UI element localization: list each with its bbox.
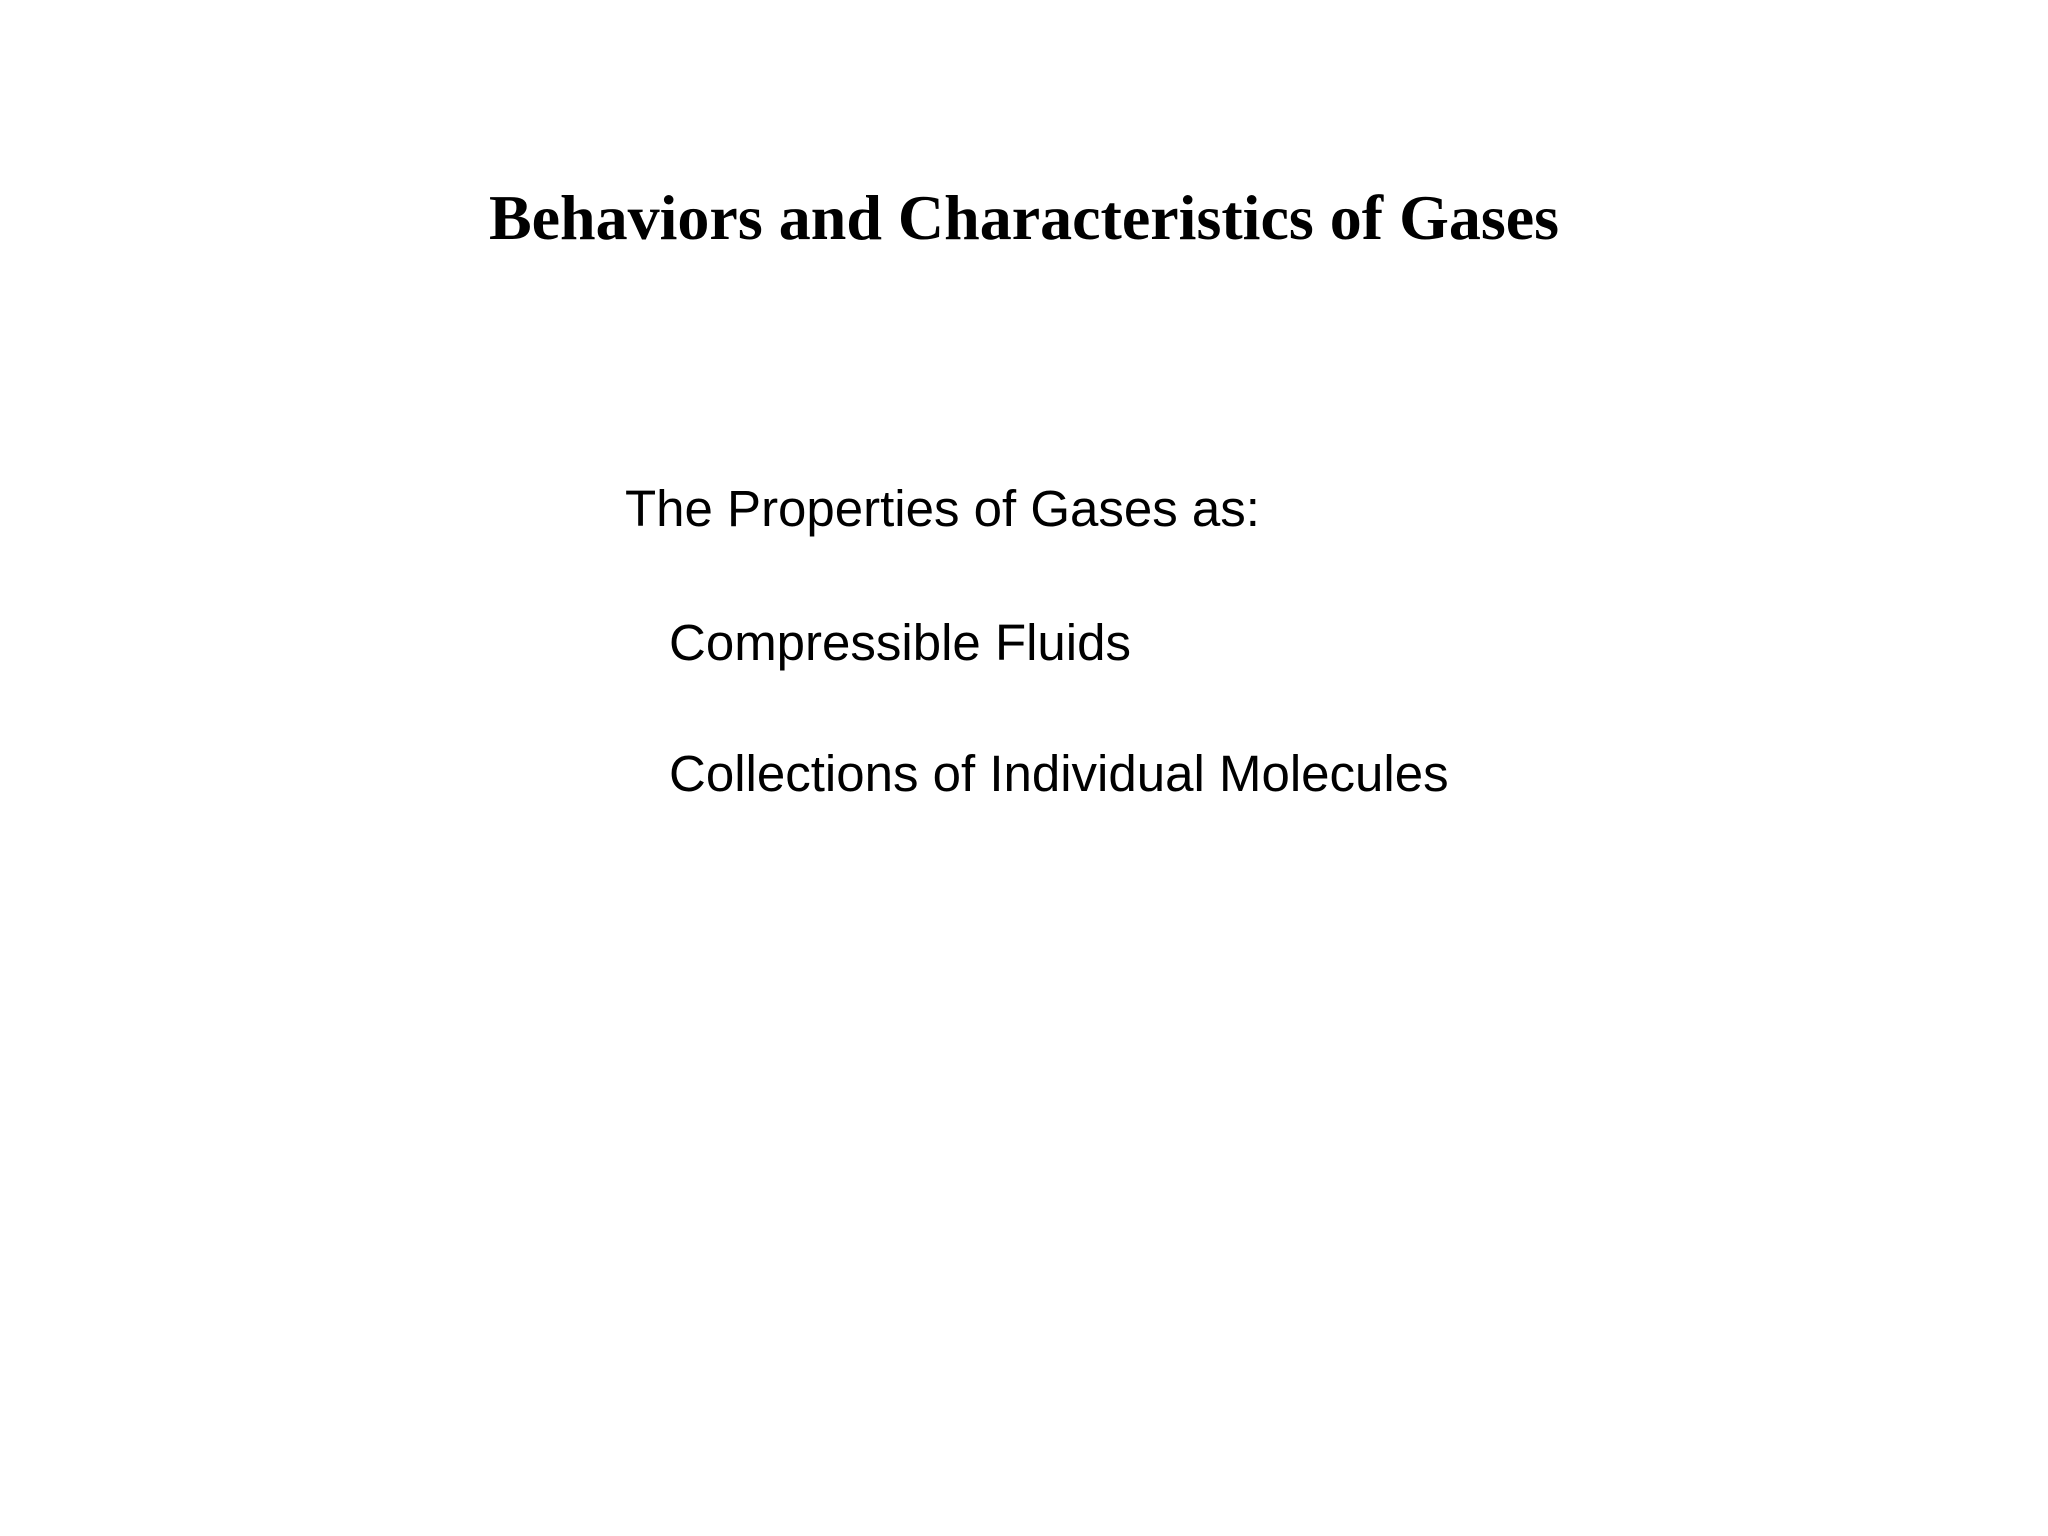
slide-title: Behaviors and Characteristics of Gases <box>488 182 1560 253</box>
list-item-individual-molecules: Collections of Individual Molecules <box>669 745 1449 802</box>
list-item-compressible-fluids: Compressible Fluids <box>669 614 1131 671</box>
intro-text: The Properties of Gases as: <box>625 480 1260 537</box>
